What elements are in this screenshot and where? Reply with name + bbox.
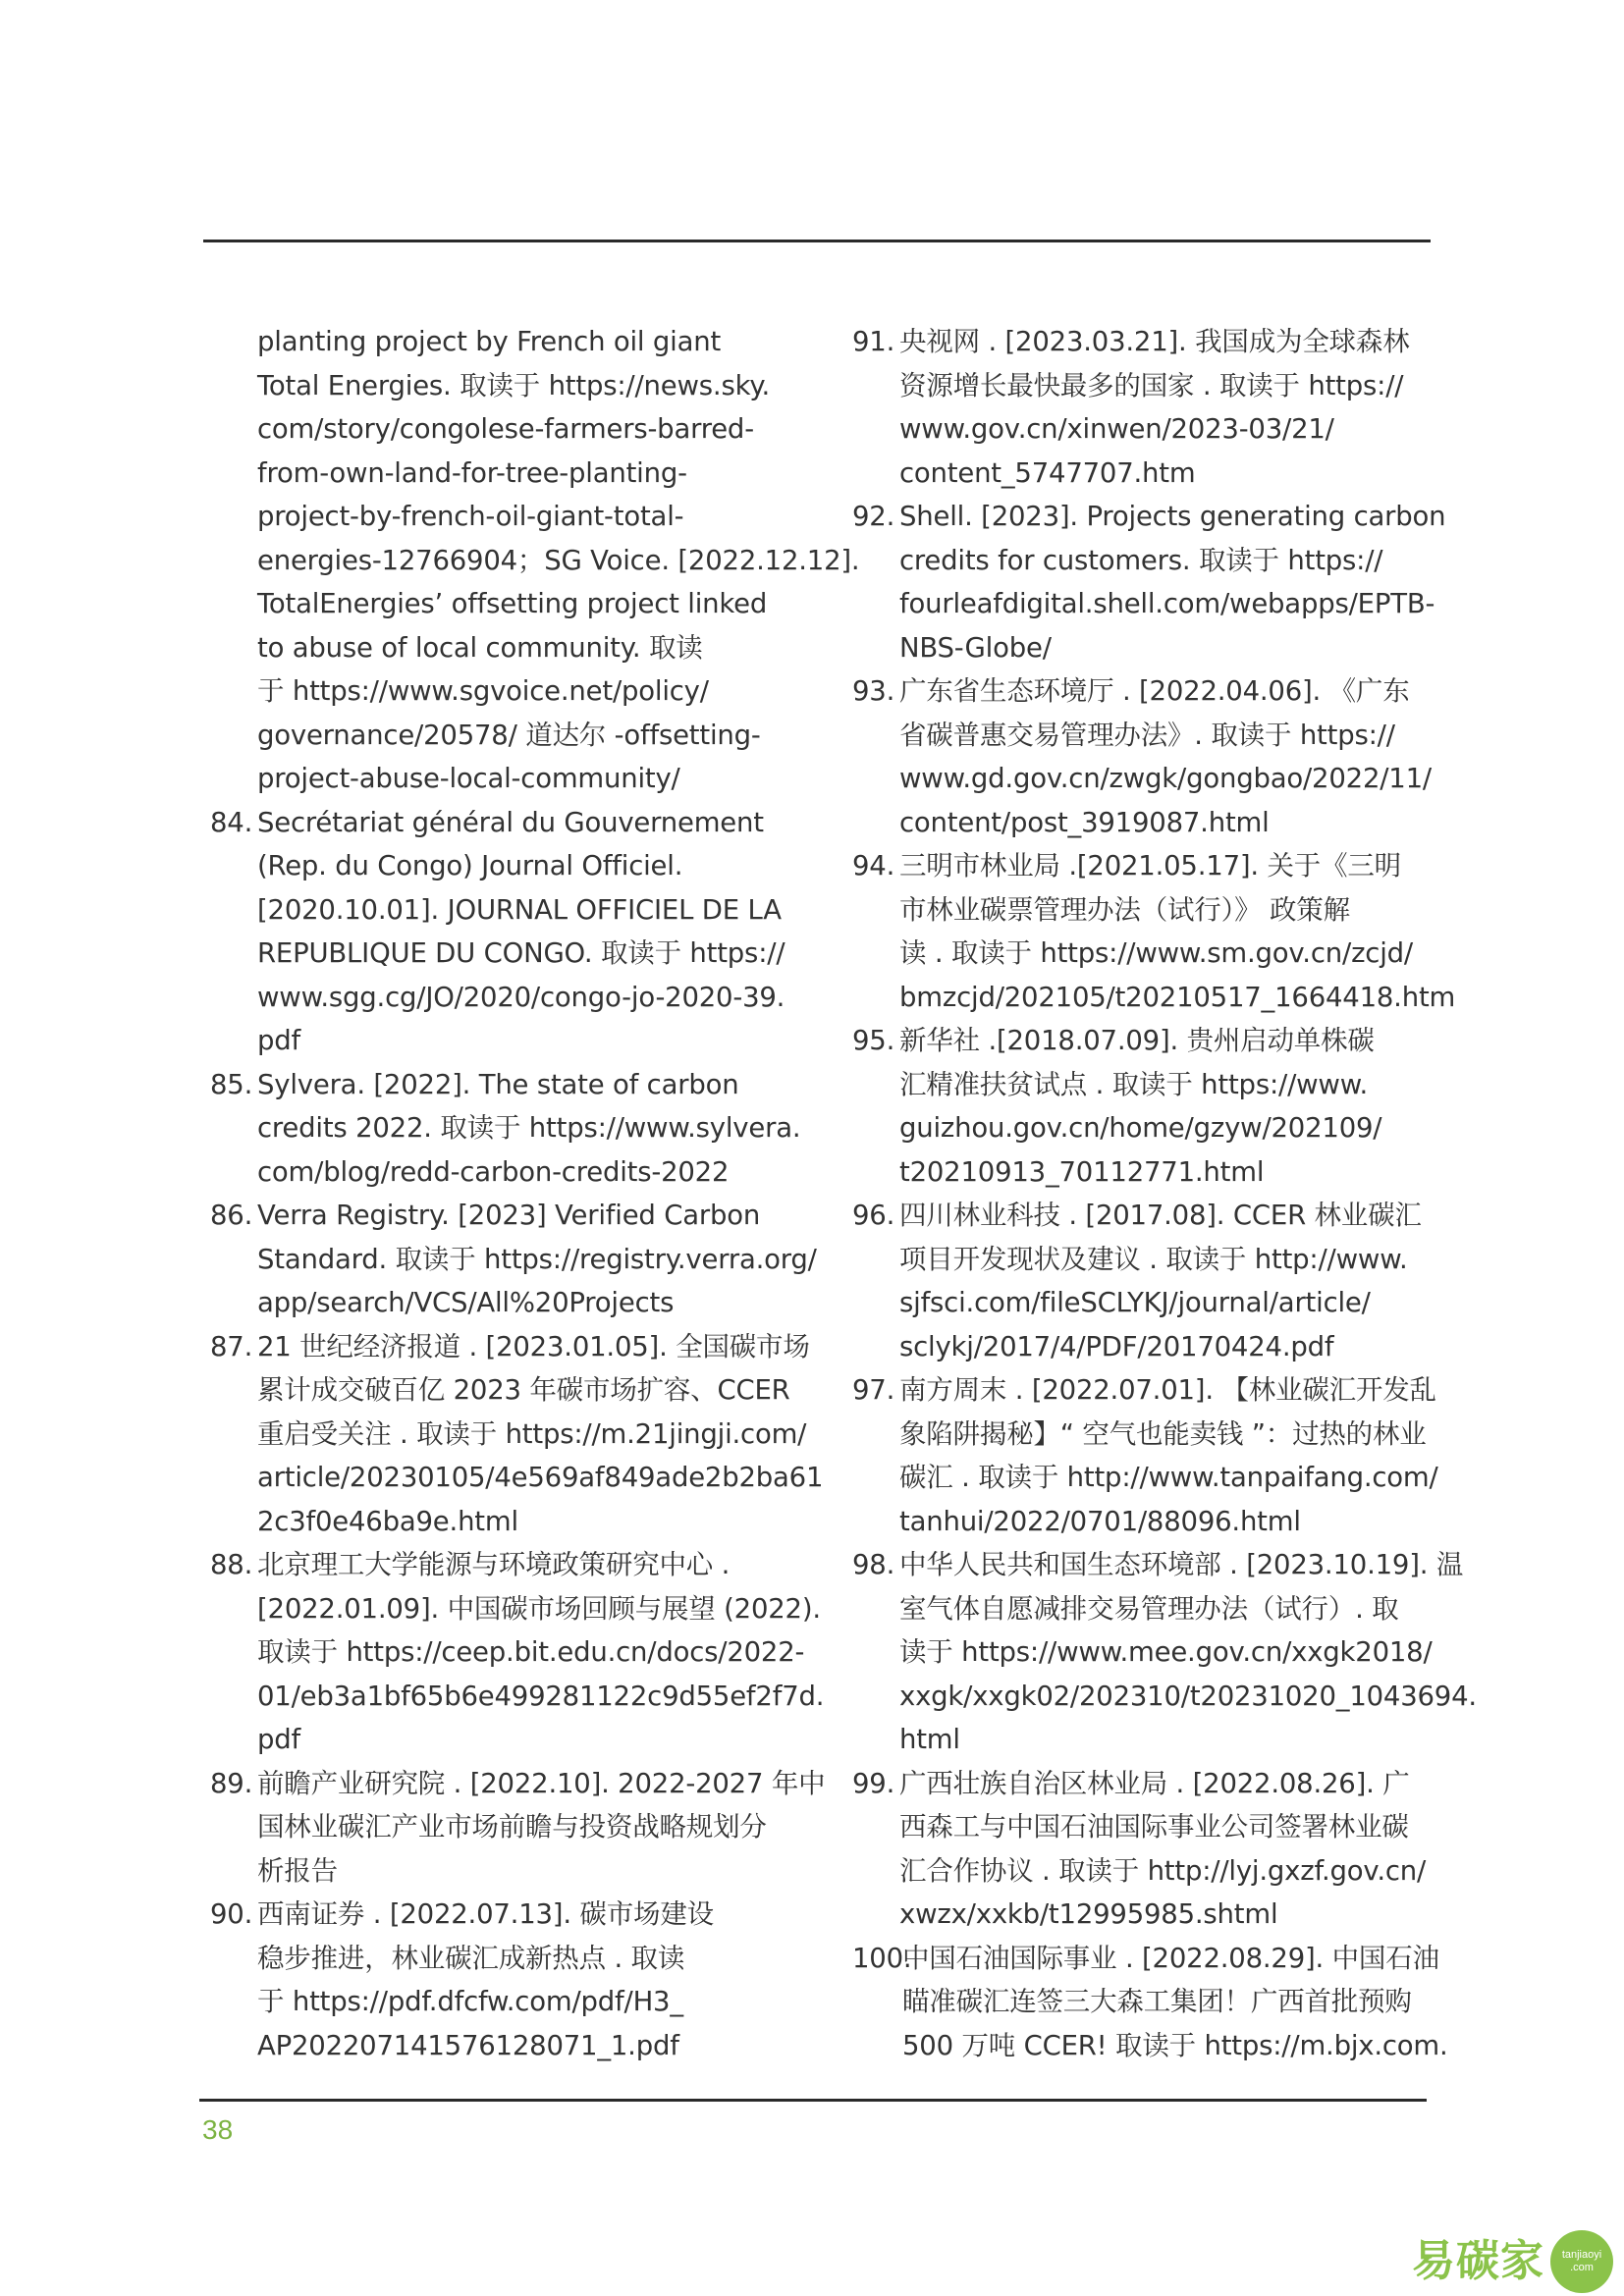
reference-line: 国林业碳汇产业市场前瞻与投资战略规划分 bbox=[257, 1811, 767, 1842]
reference-number: 91. bbox=[852, 326, 895, 357]
reference-line: 广东省生态环境厅 . [2022.04.06]. 《广东 bbox=[899, 675, 1410, 707]
reference-90 bbox=[210, 1893, 799, 2067]
reference-line: AP202207141576128071_1.pdf bbox=[257, 2029, 679, 2061]
reference-93 bbox=[852, 669, 1432, 844]
reference-lines bbox=[257, 1325, 823, 1544]
reference-88 bbox=[210, 1543, 825, 1762]
reference-line: sjfsci.com/fileSCLYKJ/journal/article/ bbox=[899, 1287, 1371, 1318]
reference-line: 01/eb3a1bf65b6e499281122c9d55ef2f7d. bbox=[257, 1680, 825, 1712]
reference-lines bbox=[210, 320, 859, 801]
reference-line: 北京理工大学能源与环境政策研究中心 . bbox=[257, 1549, 731, 1580]
header-rule bbox=[203, 240, 1431, 242]
reference-line: 中国石油国际事业 . [2022.08.29]. 中国石油 bbox=[902, 1942, 1439, 1974]
reference-line: 读于 https://www.mee.gov.cn/xxgk2018/ bbox=[899, 1636, 1433, 1668]
reference-line: xxgk/xxgk02/202310/t20231020_1043694. bbox=[899, 1680, 1477, 1712]
reference-line: 21 世纪经济报道 . [2023.01.05]. 全国碳市场 bbox=[257, 1330, 810, 1362]
reference-line: 市林业碳票管理办法（试行）》 政策解 bbox=[899, 893, 1350, 926]
reference-lines bbox=[899, 1762, 1432, 1937]
reference-line: project-abuse-local-community/ bbox=[257, 763, 680, 794]
reference-number: 97. bbox=[852, 1374, 895, 1406]
reference-96 bbox=[852, 1194, 1432, 1368]
reference-line: 瞄准碳汇连签三大森工集团！广西首批预购 bbox=[902, 1986, 1412, 2017]
reference-lines bbox=[257, 1194, 817, 1325]
reference-95 bbox=[852, 1019, 1432, 1194]
reference-line: TotalEnergies’ offsetting project linked bbox=[257, 588, 768, 619]
reference-line: 500 万吨 CCER! 取读于 https://m.bjx.com. bbox=[902, 2029, 1448, 2061]
reference-line: Standard. 取读于 https://registry.verra.org/ bbox=[257, 1243, 817, 1275]
reference-line: 重启受关注 . 取读于 https://m.21jingji.com/ bbox=[257, 1417, 807, 1450]
reference-98 bbox=[852, 1543, 1477, 1762]
reference-97 bbox=[852, 1368, 1438, 1543]
reference-line: www.gov.cn/xinwen/2023-03/21/ bbox=[899, 413, 1334, 445]
reference-lines bbox=[899, 1543, 1477, 1762]
reference-continuation bbox=[210, 320, 860, 801]
reference-number: 98. bbox=[852, 1549, 895, 1580]
reference-line: 汇精准扶贫试点 . 取读于 https://www. bbox=[899, 1068, 1369, 1100]
reference-lines bbox=[257, 1063, 800, 1195]
reference-lines bbox=[257, 801, 799, 1063]
reference-line: pdf bbox=[257, 1025, 300, 1056]
reference-number: 96. bbox=[852, 1200, 895, 1231]
reference-line: governance/20578/ 道达尔 -offsetting- bbox=[257, 719, 761, 751]
reference-lines bbox=[902, 1937, 1448, 2068]
reference-line: html bbox=[899, 1724, 960, 1755]
reference-number: 100. bbox=[852, 1942, 912, 1974]
watermark-badge bbox=[1550, 2230, 1613, 2293]
reference-84 bbox=[210, 801, 799, 1063]
references-left-column bbox=[210, 320, 860, 2067]
reference-86 bbox=[210, 1194, 817, 1325]
reference-number: 86. bbox=[210, 1200, 253, 1231]
reference-line: com/story/congolese-farmers-barred- bbox=[257, 413, 754, 445]
reference-lines bbox=[899, 1019, 1432, 1194]
reference-line: com/blog/redd-carbon-credits-2022 bbox=[257, 1155, 730, 1188]
reference-lines bbox=[257, 1762, 825, 1894]
reference-line: 四川林业科技 . [2017.08]. CCER 林业碳汇 bbox=[899, 1200, 1422, 1231]
page-number: 38 bbox=[202, 2114, 234, 2145]
reference-line: 西南证券 . [2022.07.13]. 碳市场建设 bbox=[257, 1898, 714, 1930]
reference-line: content/post_3919087.html bbox=[899, 806, 1270, 838]
reference-line: 室气体自愿减排交易管理办法（试行）. 取 bbox=[899, 1592, 1399, 1625]
reference-line: 象陷阱揭秘】“ 空气也能卖钱 ”：过热的林业 bbox=[899, 1417, 1427, 1450]
reference-line: 汇合作协议 . 取读于 http://lyj.gxzf.gov.cn/ bbox=[899, 1854, 1427, 1887]
reference-line: 累计成交破百亿 2023 年碳市场扩容、CCER bbox=[257, 1374, 790, 1406]
reference-number: 88. bbox=[210, 1549, 253, 1580]
reference-line: to abuse of local community. 取读 bbox=[257, 631, 703, 664]
reference-lines bbox=[257, 1893, 799, 2067]
reference-line: xwzx/xxkb/t12995985.shtml bbox=[899, 1898, 1278, 1930]
reference-line: 南方周末 . [2022.07.01]. 【林业碳汇开发乱 bbox=[899, 1374, 1436, 1406]
reference-line: Total Energies. 取读于 https://news.sky. bbox=[257, 369, 771, 401]
watermark-domain: tanjiaoyi bbox=[1561, 2249, 1602, 2261]
reference-line: article/20230105/4e569af849ade2b2ba61 bbox=[257, 1462, 824, 1493]
reference-line: 央视网 . [2023.03.21]. 我国成为全球森林 bbox=[899, 326, 1410, 357]
reference-line: Sylvera. [2022]. The state of carbon bbox=[257, 1068, 739, 1100]
reference-number: 92. bbox=[852, 501, 895, 532]
reference-line: 前瞻产业研究院 . [2022.10]. 2022-2027 年中 bbox=[257, 1767, 826, 1799]
reference-number: 94. bbox=[852, 850, 895, 881]
watermark-tld: .com bbox=[1570, 2262, 1594, 2273]
reference-line: project-by-french-oil-giant-total- bbox=[257, 501, 684, 532]
reference-line: 中华人民共和国生态环境部 . [2023.10.19]. 温 bbox=[899, 1549, 1464, 1580]
reference-92 bbox=[852, 495, 1446, 669]
reference-lines bbox=[257, 1543, 824, 1762]
references-right-column bbox=[852, 320, 1477, 2067]
reference-line: content_5747707.htm bbox=[899, 456, 1196, 489]
reference-line: guizhou.gov.cn/home/gzyw/202109/ bbox=[899, 1112, 1382, 1144]
reference-lines bbox=[899, 495, 1445, 669]
reference-number: 93. bbox=[852, 675, 895, 707]
reference-line: 析报告 bbox=[257, 1854, 338, 1887]
reference-line: 2c3f0e46ba9e.html bbox=[257, 1505, 518, 1537]
reference-lines bbox=[899, 320, 1432, 495]
reference-number: 84. bbox=[210, 806, 253, 838]
reference-line: 三明市林业局 .[2021.05.17]. 关于《三明 bbox=[899, 850, 1401, 881]
reference-line: bmzcjd/202105/t20210517_1664418.htm bbox=[899, 981, 1456, 1013]
reference-line: 碳汇 . 取读于 http://www.tanpaifang.com/ bbox=[899, 1462, 1438, 1493]
watermark-logo bbox=[1412, 2230, 1613, 2293]
reference-number: 90. bbox=[210, 1898, 253, 1930]
reference-line: www.gd.gov.cn/zwgk/gongbao/2022/11/ bbox=[899, 763, 1432, 794]
reference-number: 89. bbox=[210, 1767, 253, 1799]
reference-line: 读 . 取读于 https://www.sm.gov.cn/zcjd/ bbox=[899, 937, 1413, 969]
reference-number: 85. bbox=[210, 1068, 253, 1100]
reference-line: credits 2022. 取读于 https://www.sylvera. bbox=[257, 1112, 801, 1144]
reference-line: 稳步推进，林业碳汇成新热点 . 取读 bbox=[257, 1942, 685, 1974]
reference-lines bbox=[899, 1194, 1432, 1368]
reference-lines bbox=[899, 669, 1432, 844]
reference-line: 资源增长最快最多的国家 . 取读于 https:// bbox=[899, 369, 1404, 401]
reference-line: 于 https://pdf.dfcfw.com/pdf/H3_ bbox=[257, 1986, 683, 2017]
reference-line: [2022.01.09]. 中国碳市场回顾与展望 (2022). bbox=[257, 1592, 821, 1625]
reference-94 bbox=[852, 844, 1456, 1019]
reference-line: fourleafdigital.shell.com/webapps/EPTB- bbox=[899, 588, 1435, 619]
reference-line: sclykj/2017/4/PDF/20170424.pdf bbox=[899, 1330, 1334, 1362]
reference-line: 广西壮族自治区林业局 . [2022.08.26]. 广 bbox=[899, 1767, 1410, 1799]
reference-89 bbox=[210, 1762, 826, 1894]
reference-line: 新华社 .[2018.07.09]. 贵州启动单株碳 bbox=[899, 1025, 1375, 1056]
reference-85 bbox=[210, 1063, 799, 1195]
reference-line: app/search/VCS/All%20Projects bbox=[257, 1287, 675, 1318]
reference-line: from-own-land-for-tree-planting- bbox=[257, 456, 687, 489]
footer-rule bbox=[199, 2099, 1427, 2102]
reference-line: energies-12766904；SG Voice. [2022.12.12]. bbox=[257, 544, 860, 576]
reference-line: planting project by French oil giant bbox=[257, 326, 722, 357]
reference-line: www.sgg.cg/JO/2020/congo-jo-2020-39. bbox=[257, 981, 785, 1013]
reference-100 bbox=[852, 1937, 1448, 2068]
reference-number: 87. bbox=[210, 1330, 253, 1362]
reference-91 bbox=[852, 320, 1432, 495]
reference-line: Verra Registry. [2023] Verified Carbon bbox=[257, 1200, 761, 1231]
reference-line: (Rep. du Congo) Journal Officiel. bbox=[257, 850, 683, 881]
reference-line: 项目开发现状及建议 . 取读于 http://www. bbox=[899, 1243, 1408, 1275]
reference-line: Secrétariat général du Gouvernement bbox=[257, 806, 764, 838]
reference-line: t20210913_70112771.html bbox=[899, 1155, 1265, 1188]
reference-line: tanhui/2022/0701/88096.html bbox=[899, 1505, 1301, 1537]
reference-line: credits for customers. 取读于 https:// bbox=[899, 544, 1383, 576]
reference-number: 95. bbox=[852, 1025, 895, 1056]
watermark-text: 易碳家 bbox=[1412, 2236, 1544, 2286]
reference-number: 99. bbox=[852, 1767, 895, 1799]
reference-lines bbox=[899, 844, 1455, 1019]
reference-87 bbox=[210, 1325, 824, 1544]
reference-line: NBS-Globe/ bbox=[899, 631, 1052, 664]
reference-line: 于 https://www.sgvoice.net/policy/ bbox=[257, 675, 709, 707]
reference-99 bbox=[852, 1762, 1432, 1937]
reference-line: Shell. [2023]. Projects generating carbon bbox=[899, 501, 1446, 532]
reference-line: 取读于 https://ceep.bit.edu.cn/docs/2022- bbox=[257, 1636, 805, 1668]
reference-line: 西森工与中国石油国际事业公司签署林业碳 bbox=[899, 1811, 1409, 1842]
reference-line: REPUBLIQUE DU CONGO. 取读于 https:// bbox=[257, 937, 785, 969]
reference-line: 省碳普惠交易管理办法》. 取读于 https:// bbox=[899, 719, 1395, 751]
reference-line: [2020.10.01]. JOURNAL OFFICIEL DE LA bbox=[257, 893, 782, 926]
reference-line: pdf bbox=[257, 1724, 300, 1755]
reference-lines bbox=[899, 1368, 1438, 1543]
